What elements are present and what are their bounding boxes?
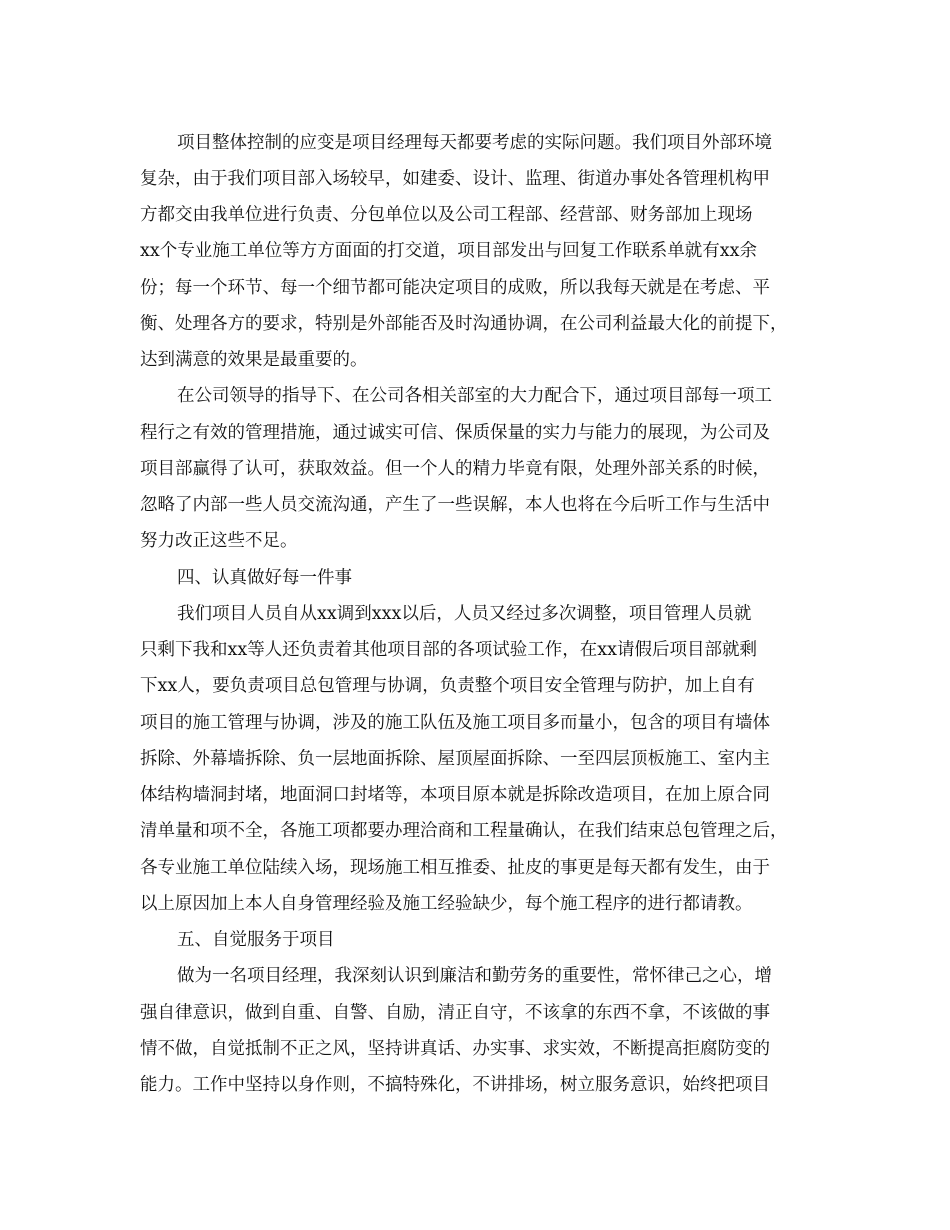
text-line-11: 忽略了内部一些人员交流沟通，产生了一些误解，本人也将在今后听工作与生活中 [140,495,770,515]
text-line-15: 只剩下我和xx等人还负责着其他项目部的各项试验工作，在xx请假后项目部就剩 [140,640,757,660]
section-heading-5: 五、自觉服务于项目 [177,930,335,950]
text-line-16: 下xx人，要负责项目总包管理与协调，负责整个项目安全管理与防护，加上自有 [140,676,755,696]
text-line-18: 拆除、外幕墙拆除、负一层地面拆除、屋顶屋面拆除、一至四层顶板施工、室内主 [140,749,770,769]
text-line-7: 达到满意的效果是最重要的。 [140,350,368,370]
text-line-4: xx个专业施工单位等方方面面的打交道，项目部发出与回复工作联系单就有xx余 [140,241,757,261]
text-line-8: 在公司领导的指导下、在公司各相关部室的大力配合下，通过项目部每一项工 [177,386,772,406]
text-line-1: 项目整体控制的应变是项目经理每天都要考虑的实际问题。我们项目外部环境 [177,133,772,153]
text-line-10: 项目部赢得了认可，获取效益。但一个人的精力毕竟有限，处理外部关系的时候， [140,459,770,479]
text-line-3: 方都交由我单位进行负责、分包单位以及公司工程部、经营部、财务部加上现场 [140,205,753,225]
text-line-6: 衡、处理各方的要求，特别是外部能否及时沟通协调，在公司利益最大化的前提下， [140,314,788,334]
text-line-17: 项目的施工管理与协调，涉及的施工队伍及施工项目多而量小，包含的项目有墙体 [140,713,770,733]
text-line-27: 能力。工作中坚持以身作则，不搞特殊化，不讲排场，树立服务意识，始终把项目 [140,1075,770,1095]
text-line-9: 程行之有效的管理措施，通过诚实可信、保质保量的实力与能力的展现，为公司及 [140,423,770,443]
text-line-26: 情不做，自觉抵制不正之风，坚持讲真话、办实事、求实效，不断提高拒腐防变的 [140,1039,770,1059]
text-line-22: 以上原因加上本人自身管理经验及施工经验缺少，每个施工程序的进行都请教。 [140,894,753,914]
text-line-19: 体结构墙洞封堵，地面洞口封堵等，本项目原本就是拆除改造项目，在加上原合同 [140,785,770,805]
section-heading-4: 四、认真做好每一件事 [177,568,352,588]
text-line-2: 复杂，由于我们项目部入场较早，如建委、设计、监理、街道办事处各管理机构甲 [140,169,770,189]
text-line-20: 清单量和项不全，各施工项都要办理洽商和工程量确认，在我们结束总包管理之后， [140,821,788,841]
text-line-5: 份；每一个环节、每一个细节都可能决定项目的成败，所以我每天就是在考虑、平 [140,278,770,298]
text-line-12: 努力改正这些不足。 [140,531,298,551]
text-line-24: 做为一名项目经理，我深刻认识到廉洁和勤劳务的重要性，常怀律己之心，增 [177,966,772,986]
text-line-21: 各专业施工单位陆续入场，现场施工相互推委、扯皮的事更是每天都有发生，由于 [140,858,770,878]
text-line-14: 我们项目人员自从xx调到xxx以后，人员又经过多次调整，项目管理人员就 [177,604,752,624]
text-line-25: 强自律意识，做到自重、自警、自励，清正自守，不该拿的东西不拿，不该做的事 [140,1003,770,1023]
